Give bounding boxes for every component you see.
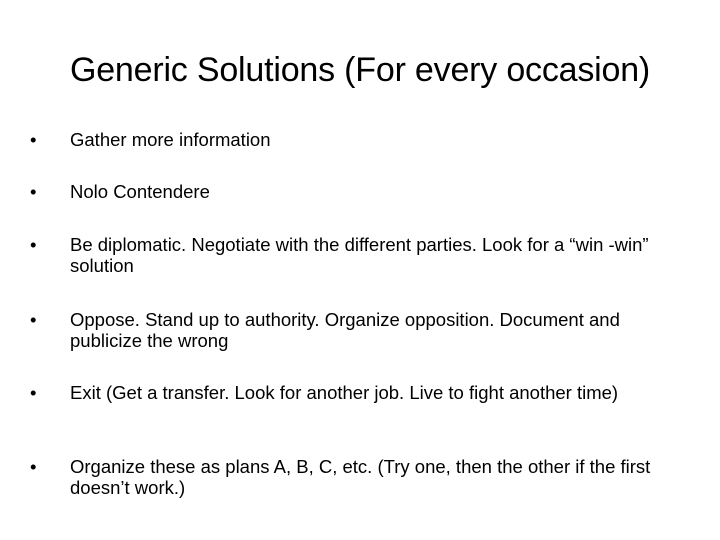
bullet-text: Gather more information: [70, 129, 271, 150]
bullet-text: Oppose. Stand up to authority. Organize opposition. Document and publicize the wrong: [70, 309, 620, 351]
bullet-text: Be diplomatic. Negotiate with the different parties. Look for a “win -win” solution: [70, 234, 649, 276]
bullet-icon: •: [30, 382, 37, 403]
bullet-icon: •: [30, 309, 37, 330]
bullet-text: Exit (Get a transfer. Look for another job. Live to fight another time): [70, 382, 619, 403]
slide-title: Generic Solutions (For every occasion): [69, 51, 651, 89]
bullet-icon: •: [30, 234, 37, 255]
bullet-item: [30, 234, 670, 276]
bullet-text: Nolo Contendere: [70, 181, 210, 202]
bullet-item: [30, 382, 670, 403]
bullet-item: [30, 456, 670, 498]
bullet-item: [30, 309, 670, 351]
bullet-icon: •: [30, 181, 37, 202]
bullet-item: [30, 129, 670, 150]
bullet-icon: •: [30, 456, 37, 477]
bullet-icon: •: [30, 129, 37, 150]
bullet-text: Organize these as plans A, B, C, etc. (Try one, then the other if the first doesn’t work.): [70, 456, 651, 498]
bullet-item: [30, 181, 670, 202]
